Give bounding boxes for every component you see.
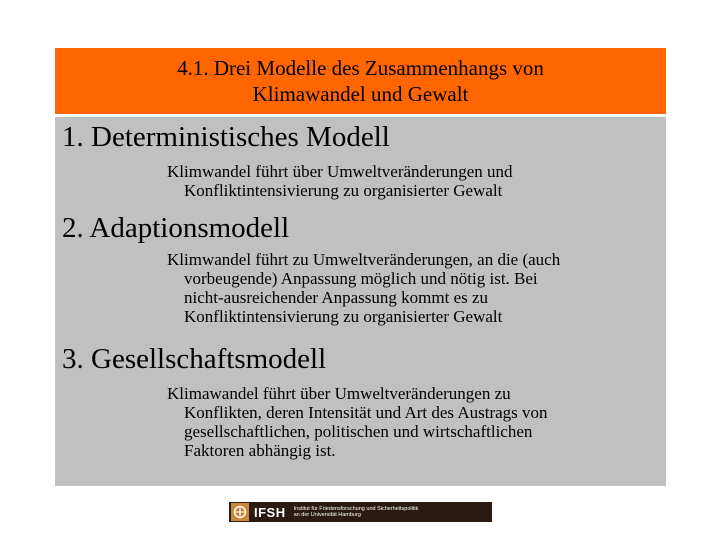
ifsh-logo: [229, 502, 492, 522]
body-line: Konflikten, deren Intensität und Art des Austrags von: [184, 403, 548, 422]
body-line: Klimwandel führt über Umweltveränderungen und: [167, 162, 513, 181]
content-panel: [55, 117, 666, 486]
section-body-gesellschaft: [167, 384, 548, 460]
logo-subtitle-line: an der Universität Hamburg: [293, 512, 361, 518]
body-line: vorbeugende) Anpassung möglich und nötig ist. Bei: [184, 269, 538, 288]
body-line: Klimawandel führt über Umweltveränderungen zu: [167, 384, 511, 403]
body-line: nicht-ausreichender Anpassung kommt es zu: [184, 288, 489, 307]
logo-wordmark: IFSH: [254, 504, 286, 520]
section-heading-adaption: 2. Adaptionsmodell: [62, 212, 290, 244]
section-heading-gesellschaft: 3. Gesellschaftsmodell: [62, 343, 327, 375]
slide-title-line: 4.1. Drei Modelle des Zusammenhangs von: [177, 56, 544, 80]
slide-title-line: Klimawandel und Gewalt: [252, 82, 469, 106]
section-heading-deterministic: 1. Deterministisches Modell: [62, 121, 390, 153]
section-body-adaption: [167, 250, 560, 326]
body-line: Konfliktintensivierung zu organisierter Gewalt: [184, 181, 503, 200]
logo-subtitle-line: Institut für Friedensforschung und Sicherheitspolitik: [293, 506, 419, 512]
section-body-deterministic: [167, 162, 513, 200]
body-line: Konfliktintensivierung zu organisierter Gewalt: [184, 307, 503, 326]
ifsh-emblem-icon: [231, 503, 249, 521]
body-line: Klimwandel führt zu Umweltveränderungen, an die (auch: [167, 250, 561, 269]
slide-title-box: [55, 48, 666, 114]
slide-title: [177, 55, 544, 107]
body-line: gesellschaftlichen, politischen und wirtschaftlichen: [184, 422, 533, 441]
logo-subtitle: [294, 506, 419, 518]
body-line: Faktoren abhängig ist.: [184, 441, 336, 460]
